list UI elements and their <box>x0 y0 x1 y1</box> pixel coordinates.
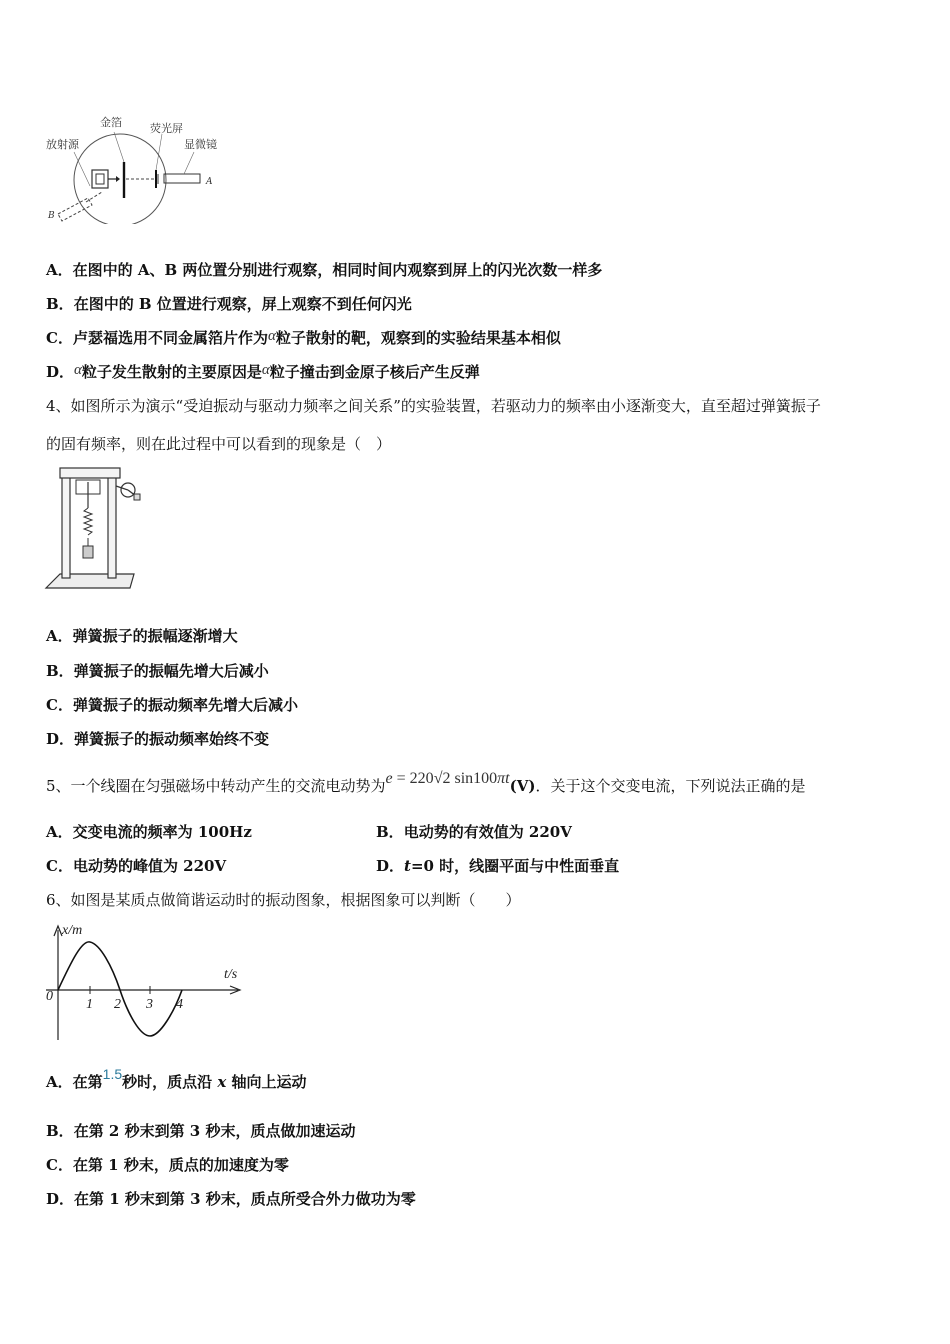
radiation-source-box <box>92 170 108 188</box>
q4-option-a[interactable]: A．弹簧振子的振幅逐渐增大 <box>46 627 238 645</box>
crank-handle <box>134 494 140 500</box>
alpha-symbol: α <box>267 328 276 344</box>
q6-option-a[interactable]: A．在第1.5秒时，质点沿 x 轴向上运动 <box>46 1066 307 1091</box>
x-axis-label: t/s <box>224 967 238 982</box>
emf-formula: e = 220√2 sin100πt <box>385 770 510 787</box>
q4-option-b[interactable]: B．弹簧振子的振幅先增大后减小 <box>46 662 269 680</box>
label-gold-foil: 金箔 <box>100 116 122 129</box>
vibration-graph <box>42 920 252 1046</box>
q3-option-d[interactable]: D．α粒子发生散射的主要原因是α粒子撞击到金原子核后产生反弹 <box>46 362 480 381</box>
apparatus-base <box>46 574 134 588</box>
q4-option-d[interactable]: D．弹簧振子的振动频率始终不变 <box>46 730 270 748</box>
radiation-source-inner <box>96 174 104 184</box>
alpha-symbol: α <box>261 362 270 378</box>
label-source: 放射源 <box>46 138 79 151</box>
tick-label-1: 1 <box>86 997 93 1012</box>
label-a: A <box>206 177 213 187</box>
top-beam <box>60 468 120 478</box>
right-pillar <box>108 476 116 578</box>
alpha-symbol: α <box>74 362 82 378</box>
tick-label-4: 4 <box>176 997 183 1012</box>
sine-curve <box>58 942 182 1036</box>
q3-option-c[interactable]: C．卢瑟福选用不同金属箔片作为α粒子散射的靶，观察到的实验结果基本相似 <box>46 328 561 347</box>
forced-vibration-apparatus-figure <box>44 462 144 596</box>
q5-option-d[interactable]: D．t=0 时，线圈平面与中性面垂直 <box>376 857 620 875</box>
tick-label-3: 3 <box>146 997 153 1012</box>
q5-option-a[interactable]: A．交变电流的频率为 100Hz <box>46 823 252 841</box>
q4-stem-line2: 的固有频率，则在此过程中可以看到的现象是（ ） <box>46 435 392 453</box>
spring <box>84 508 92 535</box>
y-axis-label: x/m <box>62 923 83 938</box>
left-pillar <box>62 476 70 578</box>
tick-label-2: 2 <box>114 997 121 1012</box>
label-microscope: 显微镜 <box>184 138 217 151</box>
q6-stem: 6、如图是某质点做简谐运动时的振动图象，根据图象可以判断（ ） <box>46 891 521 909</box>
q4-stem-line1: 4、如图所示为演示“受迫振动与驱动力频率之间关系”的实验装置，若驱动力的频率由小逐渐变大，直至超过弹簧振子 <box>46 397 821 415</box>
label-screen: 荧光屏 <box>150 122 183 135</box>
origin-label: 0 <box>46 989 53 1004</box>
q6-option-b[interactable]: B．在第 2 秒末到第 3 秒末，质点做加速运动 <box>46 1122 356 1140</box>
label-b: B <box>48 211 55 221</box>
q5-option-c[interactable]: C．电动势的峰值为 220V <box>46 857 227 875</box>
q5-option-b[interactable]: B．电动势的有效值为 220V <box>376 823 572 841</box>
microscope-a <box>164 174 200 183</box>
spring-mass <box>83 546 93 558</box>
q4-option-c[interactable]: C．弹簧振子的振动频率先增大后减小 <box>46 696 298 714</box>
q6-option-c[interactable]: C．在第 1 秒末，质点的加速度为零 <box>46 1156 289 1174</box>
q3-option-b[interactable]: B．在图中的 B 位置进行观察，屏上观察不到任何闪光 <box>46 295 412 313</box>
rutherford-apparatus-figure <box>44 112 234 224</box>
q6-option-d[interactable]: D．在第 1 秒末到第 3 秒末，质点所受合外力做功为零 <box>46 1190 416 1208</box>
q5-stem: 5、一个线圈在匀强磁场中转动产生的交流电动势为e = 220√2 sin100πt(V)．关于这个交变电流，下列说法正确的是 <box>46 770 806 795</box>
q3-option-a[interactable]: A．在图中的 A、B 两位置分别进行观察，相同时间内观察到屏上的闪光次数一样多 <box>46 261 603 279</box>
